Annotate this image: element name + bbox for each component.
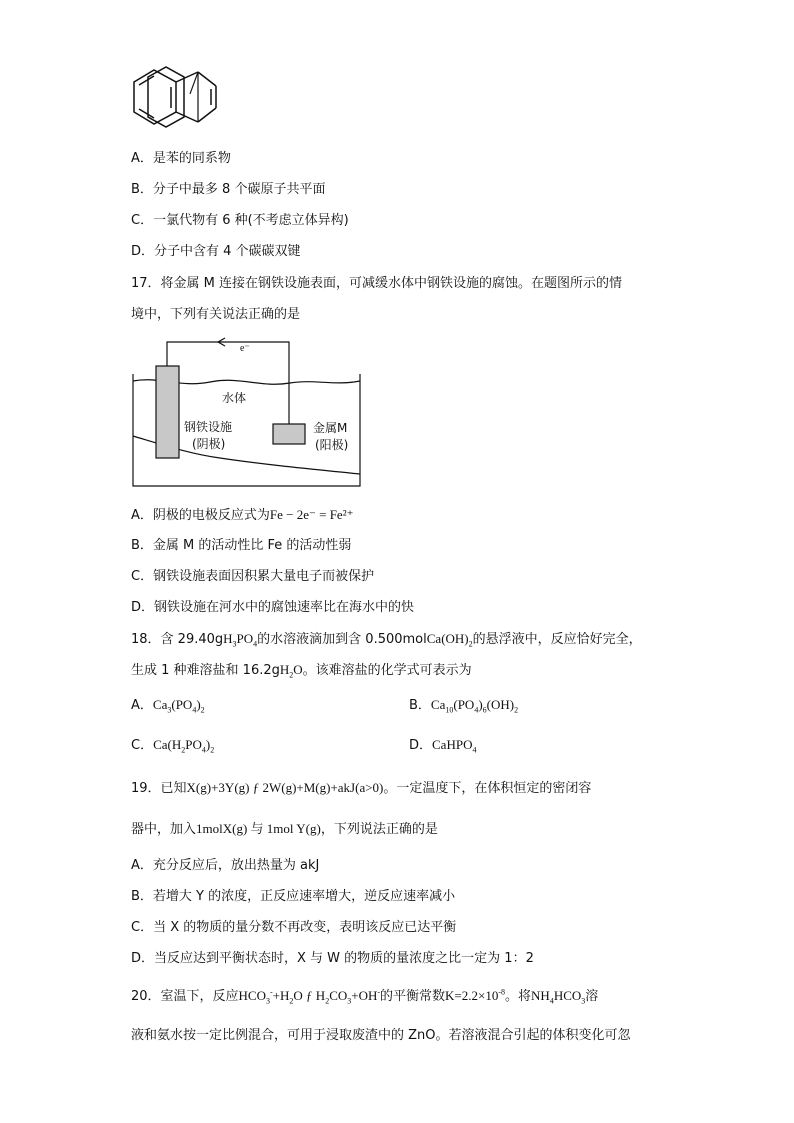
- h2o-formula: $H_2O$: [279, 662, 303, 680]
- metal-label: 金属M: [313, 421, 348, 435]
- q19-stem-part3: 器中，加入: [131, 822, 197, 837]
- q19-stem-line1: [131, 778, 591, 798]
- q18-stem-line2: [131, 660, 472, 680]
- q18-option-c-label: C．: [131, 738, 154, 753]
- water-label: 水体: [222, 391, 247, 405]
- q19-option-c: C．当 X 的物质的量分数不再改变，表明该反应已达平衡: [131, 920, 457, 935]
- q19-stem-part1: 19．已知: [131, 781, 187, 796]
- steel-label: 钢铁设施: [184, 420, 233, 434]
- q19-reactants: 1molX(g) 与 1mol Y(g): [196, 821, 321, 836]
- q20-k-value: $K=2.2\times 10^{-8}$: [445, 987, 506, 1003]
- steel-facility-block: [156, 366, 179, 458]
- caoh2-formula: $Ca(OH)_2$: [426, 631, 473, 649]
- q18-option-a: [131, 695, 205, 716]
- q17-option-c: C．钢铁设施表面因积累大量电子而被保护: [131, 569, 375, 584]
- q18-stem-part1: 18．含 29.40g: [131, 632, 224, 647]
- q16-option-a: A．是苯的同系物: [131, 151, 231, 166]
- q18-stem-part5: 。该难溶盐的化学式可表示为: [302, 663, 472, 678]
- q19-option-b: B．若增大 Y 的浓度，正反应速率增大，逆反应速率减小: [131, 889, 456, 904]
- corrosion-protection-diagram: [130, 336, 370, 491]
- q18-stem-line1: [131, 629, 642, 649]
- metal-m-block: [273, 424, 305, 444]
- q19-stem-part4: ，下列说法正确的是: [320, 822, 438, 837]
- q20-stem-part1: 20．室温下，反应: [131, 989, 239, 1004]
- q18-option-a-formula: $Ca_3(PO_4)_2$: [152, 697, 205, 715]
- nh4hco3-formula: $NH_4HCO_3$: [531, 988, 586, 1006]
- q17-stem-line1: 17．将金属 M 连接在钢铁设施表面，可减缓水体中钢铁设施的腐蚀。在题图所示的情: [131, 276, 623, 291]
- q19-stem-part2: 。一定温度下，在体积恒定的密闭容: [383, 781, 592, 796]
- q18-stem-part2: 的水溶液滴加到含 0.500mol: [257, 632, 427, 647]
- q17-option-a-text: A．阴极的电极反应式为: [131, 508, 270, 523]
- q19-option-d: D．当反应达到平衡状态时，X 与 W 的物质的量浓度之比一定为 1：2: [131, 951, 534, 966]
- h3po4-formula: $H_3PO_4$: [223, 631, 258, 649]
- q18-option-d-label: D．: [409, 738, 433, 753]
- metal-role-label: (阳极): [315, 438, 349, 452]
- q19-equation: X(g)+3Y(g) ƒ 2W(g)+M(g)+akJ(a>0): [186, 780, 384, 795]
- q17-option-a-equation: Fe − 2e⁻ = Fe²⁺: [269, 507, 354, 522]
- q20-stem-part4: 溶: [585, 989, 599, 1004]
- q20-stem-line1: [131, 986, 598, 1006]
- q16-option-c: C．一氯代物有 6 种(不考虑立体异构): [131, 213, 349, 228]
- q20-stem-part3: 。将: [505, 989, 532, 1004]
- q18-option-b: [409, 695, 518, 716]
- q18-option-b-formula: $Ca_{10}(PO_4)_6(OH)_2$: [430, 697, 519, 715]
- steel-role-label: (阴极): [192, 437, 226, 451]
- q18-option-c-formula: $Ca(H_2PO_4)_2$: [153, 737, 215, 755]
- q18-option-b-label: B．: [409, 698, 431, 713]
- q18-option-a-label: A．: [131, 698, 153, 713]
- q18-stem-part3: 的悬浮液中，反应恰好完全，: [472, 632, 642, 647]
- q20-stem-part2: 的平衡常数: [380, 989, 446, 1004]
- q19-stem-line2: [131, 819, 438, 839]
- q18-stem-part4: 生成 1 种难溶盐和 16.2g: [131, 663, 280, 678]
- q18-option-c: [131, 735, 214, 756]
- q17-option-d: D．钢铁设施在河水中的腐蚀速率比在海水中的快: [131, 600, 415, 615]
- q19-option-a: A．充分反应后，放出热量为 akJ: [131, 858, 320, 873]
- molecule-structure-figure: [128, 60, 268, 140]
- electron-label: e⁻: [240, 343, 250, 354]
- q20-reaction: $HCO_3^-+H_2O$ ƒ $H_2CO_3+OH^-$: [238, 987, 381, 1006]
- q18-option-d: [409, 735, 476, 756]
- q17-stem-line2: 境中，下列有关说法正确的是: [131, 307, 301, 322]
- q17-option-a: [131, 505, 353, 525]
- q20-stem-line2: 液和氨水按一定比例混合，可用于浸取废渣中的 ZnO。若溶液混合引起的体积变化可忽: [131, 1028, 631, 1043]
- q16-option-d: D．分子中含有 4 个碳碳双键: [131, 244, 301, 259]
- q18-option-d-formula: CaHPO$_4$: [432, 737, 477, 755]
- q16-option-b: B．分子中最多 8 个碳原子共平面: [131, 182, 326, 197]
- q17-option-b: B．金属 M 的活动性比 Fe 的活动性弱: [131, 538, 352, 553]
